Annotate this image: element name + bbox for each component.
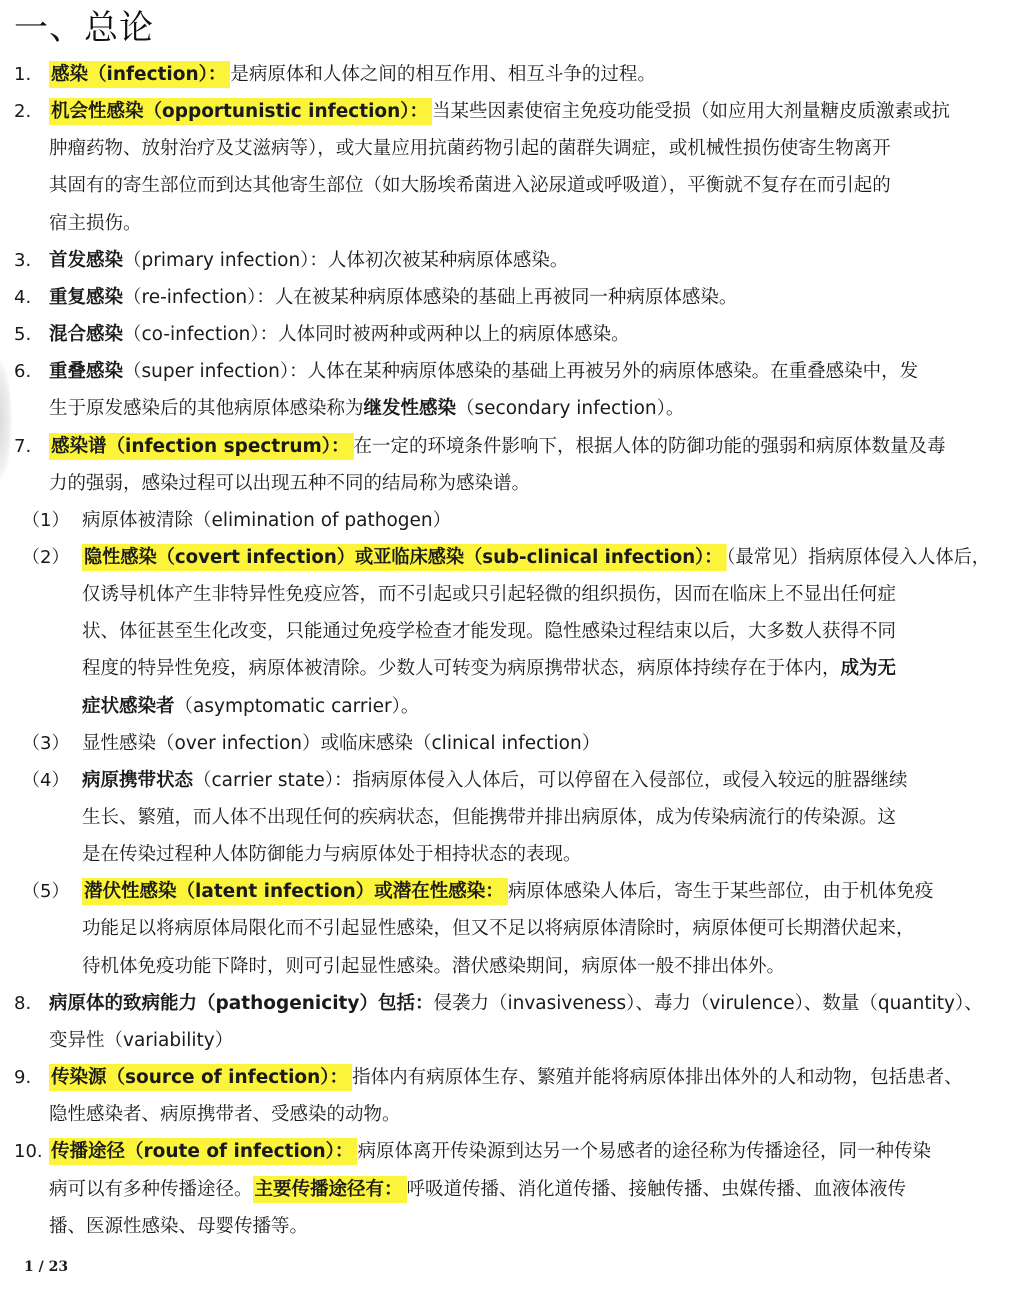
highlighted-term: 感染谱（infection spectrum）： [49, 433, 354, 460]
sub-item-number: （5） [22, 881, 70, 903]
body-text: 是病原体和人体之间的相互作用、相互斗争的过程。 [230, 64, 656, 85]
item-number: 1. [14, 64, 32, 85]
body-text: 播、医源性感染、母婴传播等。 [49, 1215, 309, 1237]
item-number: 7. [14, 435, 32, 457]
bold-term: 重复感染 [49, 286, 124, 308]
sub-item-number: （2） [22, 546, 70, 568]
text-line [82, 576, 896, 613]
sub-item-number: （1） [22, 509, 70, 531]
text-line [49, 1171, 906, 1208]
body-text: （secondary infection）。 [456, 398, 685, 420]
bold-term: 病原体的致病能力（pathogenicity）包括： [49, 992, 434, 1014]
page-edge-shadow [0, 360, 12, 480]
body-text: 变异性（variability） [49, 1029, 234, 1051]
bold-term: 重叠感染 [49, 361, 124, 383]
body-text: 病原体被清除（elimination of pathogen） [82, 509, 452, 531]
body-text: （super infection）：人体在某种病原体感染的基础上再被另外的病原体感染。在重叠感染中，发 [123, 361, 919, 383]
bold-term: 继发性感染 [363, 398, 457, 420]
body-text: 显性感染（over infection）或临床感染（clinical infection） [82, 732, 601, 754]
body-text: 隐性感染者、病原携带者、受感染的动物。 [49, 1104, 401, 1126]
highlighted-term: 传播途径（route of infection）： [49, 1138, 357, 1165]
text-line [49, 1133, 931, 1170]
body-text: 待机体免疫功能下降时，则可引起显性感染。潜伏感染期间，病原体一般不排出体外。 [82, 955, 786, 977]
text-line [82, 873, 933, 910]
item-number: 4. [14, 286, 32, 308]
text-line [49, 1096, 401, 1133]
item-number: 8. [14, 992, 32, 1014]
body-text: 当某些因素使宿主免疫功能受损（如应用大剂量糖皮质激素或抗 [432, 101, 951, 123]
text-line [82, 836, 582, 873]
text-line [82, 948, 785, 985]
body-text: （asymptomatic carrier）。 [174, 695, 420, 717]
body-text: 生于原发感染后的其他病原体感染称为 [49, 398, 364, 420]
sub-item-number: （4） [22, 769, 70, 791]
text-line [49, 130, 891, 167]
text-line [82, 799, 896, 836]
body-text: 宿主损伤。 [49, 212, 142, 234]
text-line [49, 428, 946, 465]
body-text: 生长、繁殖，而人体不出现任何的疾病状态，但能携带并排出病原体，成为传染病流行的传染源。这 [82, 807, 897, 828]
text-line [82, 613, 896, 650]
text-line [49, 1208, 308, 1245]
highlighted-term: 主要传播途径有： [253, 1176, 407, 1203]
text-line [49, 242, 568, 279]
body-text: 状、体征甚至生化改变，只能通过免疫学检查才能发现。隐性感染过程结束以后，大多数人获得不同 [82, 621, 897, 643]
item-number: 9. [14, 1067, 32, 1089]
text-line [49, 1022, 233, 1059]
highlighted-term: 传染源（source of infection）： [49, 1064, 352, 1091]
bold-term: 首发感染 [49, 249, 124, 271]
text-line [82, 910, 915, 947]
text-line [49, 390, 684, 427]
bold-term: 成为无 [840, 658, 897, 680]
text-line [82, 688, 419, 725]
highlighted-term: 隐性感染（covert infection）或亚临床感染（sub-clinical infection）： [82, 544, 726, 571]
text-line [82, 725, 600, 762]
body-text: 肿瘤药物、放射治疗及艾滋病等），或大量应用抗菌药物引起的菌群失调症，或机械性损伤使寄生物离开 [49, 138, 891, 160]
body-text: （primary infection）：人体初次被某种病原体感染。 [123, 249, 569, 271]
body-text: 在一定的环境条件影响下，根据人体的防御功能的强弱和病原体数量及毒 [353, 435, 946, 457]
text-line [49, 93, 950, 130]
highlighted-term: 潜伏性感染（latent infection）或潜在性感染： [82, 878, 508, 905]
body-text: （carrier state）：指病原体侵入人体后，可以停留在入侵部位，或侵入较远的脏器继续 [193, 769, 908, 791]
text-line [49, 985, 983, 1022]
bold-term: 症状感染者 [82, 695, 175, 717]
text-line [49, 205, 142, 242]
body-text: 病原体感染人体后，寄生于某些部位，由于机体免疫 [507, 881, 934, 903]
bold-term: 病原携带状态 [82, 769, 194, 791]
body-text: 侵袭力（invasiveness）、毒力（virulence）、数量（quantity）、 [433, 992, 983, 1014]
body-text: 病可以有多种传播途径。 [49, 1178, 253, 1200]
body-text: 指体内有病原体生存、繁殖并能将病原体排出体外的人和动物，包括患者、 [352, 1067, 963, 1089]
sub-item-number: （3） [22, 732, 70, 754]
text-line [49, 353, 918, 390]
item-number: 2. [14, 101, 32, 123]
bold-term: 混合感染 [49, 324, 124, 346]
highlighted-term: 感染（infection）： [49, 61, 230, 88]
item-number: 10. [14, 1141, 43, 1163]
text-line [82, 762, 908, 799]
text-line [82, 650, 896, 687]
item-number: 6. [14, 361, 32, 383]
body-text: 功能足以将病原体局限化而不引起显性感染，但又不足以将病原体清除时，病原体便可长期潜伏起来， [82, 918, 915, 940]
text-line [49, 465, 530, 502]
body-text: （co-infection）：人体同时被两种或两种以上的病原体感染。 [123, 324, 630, 346]
text-line [49, 56, 656, 93]
section-title: 一、总论 [14, 8, 154, 48]
item-number: 3. [14, 249, 32, 271]
item-number: 5. [14, 324, 32, 346]
body-text: （最常见）指病原体侵入人体后， [726, 546, 990, 568]
body-text: 仅诱导机体产生非特异性免疫应答，而不引起或只引起轻微的组织损伤，因而在临床上不显出任何症 [82, 584, 897, 606]
page-number: 1 / 23 [24, 1259, 69, 1275]
body-text: 呼吸道传播、消化道传播、接触传播、虫媒传播、血液体液传 [406, 1178, 907, 1200]
text-line [49, 279, 737, 316]
body-text: 力的强弱，感染过程可以出现五种不同的结局称为感染谱。 [49, 472, 531, 494]
body-text: 病原体离开传染源到达另一个易感者的途径称为传播途径，同一种传染 [357, 1141, 931, 1163]
text-line [49, 1059, 963, 1096]
text-line [82, 502, 451, 539]
body-text: 是在传染过程种人体防御能力与病原体处于相持状态的表现。 [82, 844, 582, 866]
body-text: 程度的特异性免疫，病原体被清除。少数人可转变为病原携带状态，病原体持续存在于体内， [82, 658, 841, 680]
highlighted-term: 机会性感染（opportunistic infection）： [49, 98, 432, 125]
text-line [82, 539, 990, 576]
text-line [49, 167, 891, 204]
text-line [49, 316, 630, 353]
body-text: （re-infection）：人在被某种病原体感染的基础上再被同一种病原体感染。 [123, 286, 738, 308]
body-text: 其固有的寄生部位而到达其他寄生部位（如大肠埃希菌进入泌尿道或呼吸道），平衡就不复存在而引起的 [49, 175, 891, 197]
